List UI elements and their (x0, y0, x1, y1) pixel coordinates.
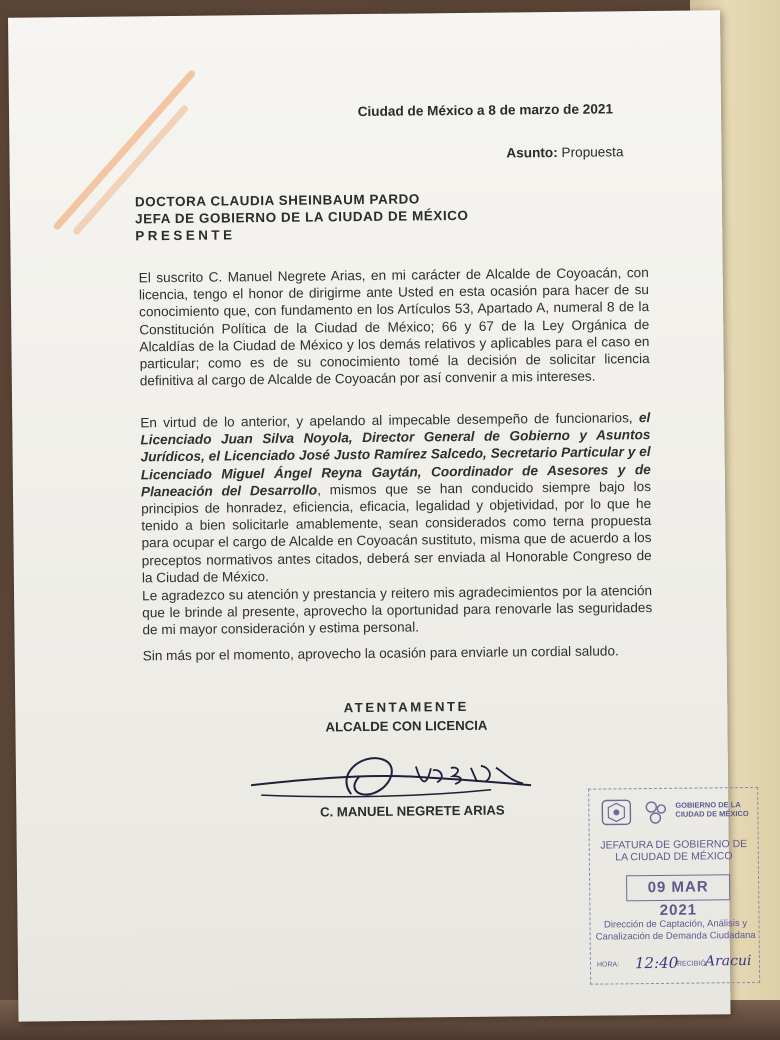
city-logo-icon (641, 797, 671, 827)
letter-page (8, 10, 756, 1021)
handwritten-signature (241, 737, 542, 810)
jefatura-label: JEFATURA DE GOBIERNO DE LA CIUDAD DE MÉXICO (600, 838, 748, 864)
body-paragraph-1: El suscrito C. Manuel Negrete Arias, en mi carácter de Alcalde de Coyoacán, con licencia, tengo el honor de dirigirme ante Usted en esta ocasión para hacer de su conocimiento que, con fundamento en los Artículos 53, Apartado A, numeral 8 de la Constitución Política de la Ciudad de México; 66 y 67 de la Ley Orgánica de Alcaldías de la Ciudad de México y los demás relativos y aplicables para el caso en particular; como es de su conocimiento tomé la decisión de solicitar licencia definitiva al cargo de Alcalde de Coyoacán por así convenir a mis intereses. (138, 265, 650, 389)
subject-line (9, 144, 623, 165)
nominees-text: el Licenciado Juan Silva Noyola, Director General de Gobierno y Asuntos Jurídicos, el Licenciado José Justo Ramírez Salcedo, Secretario Particular y el Licenciado Miguel Ángel Reyna Gaytán, Coordinador de Asesores y de Planeación del Desarrollo (140, 410, 651, 500)
time-value: 12:40 (634, 953, 679, 973)
body-paragraph-2 (140, 409, 652, 586)
signer-name: C. MANUEL NEGRETE ARIAS (319, 802, 505, 820)
received-date: 09 MAR 2021 (626, 874, 730, 901)
date-line: Ciudad de México a 8 de marzo de 2021 (357, 101, 614, 120)
direccion-label: Dirección de Captación, Análisis y Canalización de Demanda Ciudadana (595, 918, 756, 943)
signer-role: ALCALDE CON LICENCIA (325, 717, 488, 735)
paragraph-2-rest: , mismos que se han conducido siempre bajo los principios de honradez, eficiencia, eficacia, legalidad y objetividad, por lo que he tenido a bien solicitarle amablemente, sean considerados como terna propuesta para ocupar el cargo de Alcalde en Coyoacán sustituto, misma que de acuerdo a los preceptos normativos antes citados, deberá ser enviada al Honorable Congreso de la Ciudad de México. (141, 478, 652, 586)
reception-stamp (588, 787, 760, 985)
coat-of-arms-icon (599, 797, 633, 827)
body-paragraph-4: Sin más por el momento, aprovecho la ocasión para enviarle un cordial saludo. (142, 643, 619, 664)
body-paragraph-3: Le agradezco su atención y prestancia y reitero mis agradecimientos por la atención que le brinde al presente, aprovecho la oportunidad para renovarle las seguridades de mi mayor consideración y estima personal. (142, 583, 653, 638)
subject-label: Asunto: (506, 144, 558, 161)
recipient-present: PRESENTE (135, 227, 236, 244)
recipient-name: DOCTORA CLAUDIA SHEINBAUM PARDO (134, 191, 420, 210)
received-by-label: RECIBIÓ: (676, 960, 708, 968)
subject-value: Propuesta (561, 144, 624, 160)
received-by-value: Aracui (704, 952, 752, 970)
closing-word: ATENTAMENTE (343, 698, 469, 716)
recipient-title: JEFA DE GOBIERNO DE LA CIUDAD DE MÉXICO (135, 207, 469, 227)
time-label: HORA: (596, 961, 620, 969)
government-label: GOBIERNO DE LA CIUDAD DE MÉXICO (675, 800, 749, 819)
paragraph-2-intro: En virtud de lo anterior, y apelando al impecable desempeño de funcionarios, (140, 410, 639, 431)
